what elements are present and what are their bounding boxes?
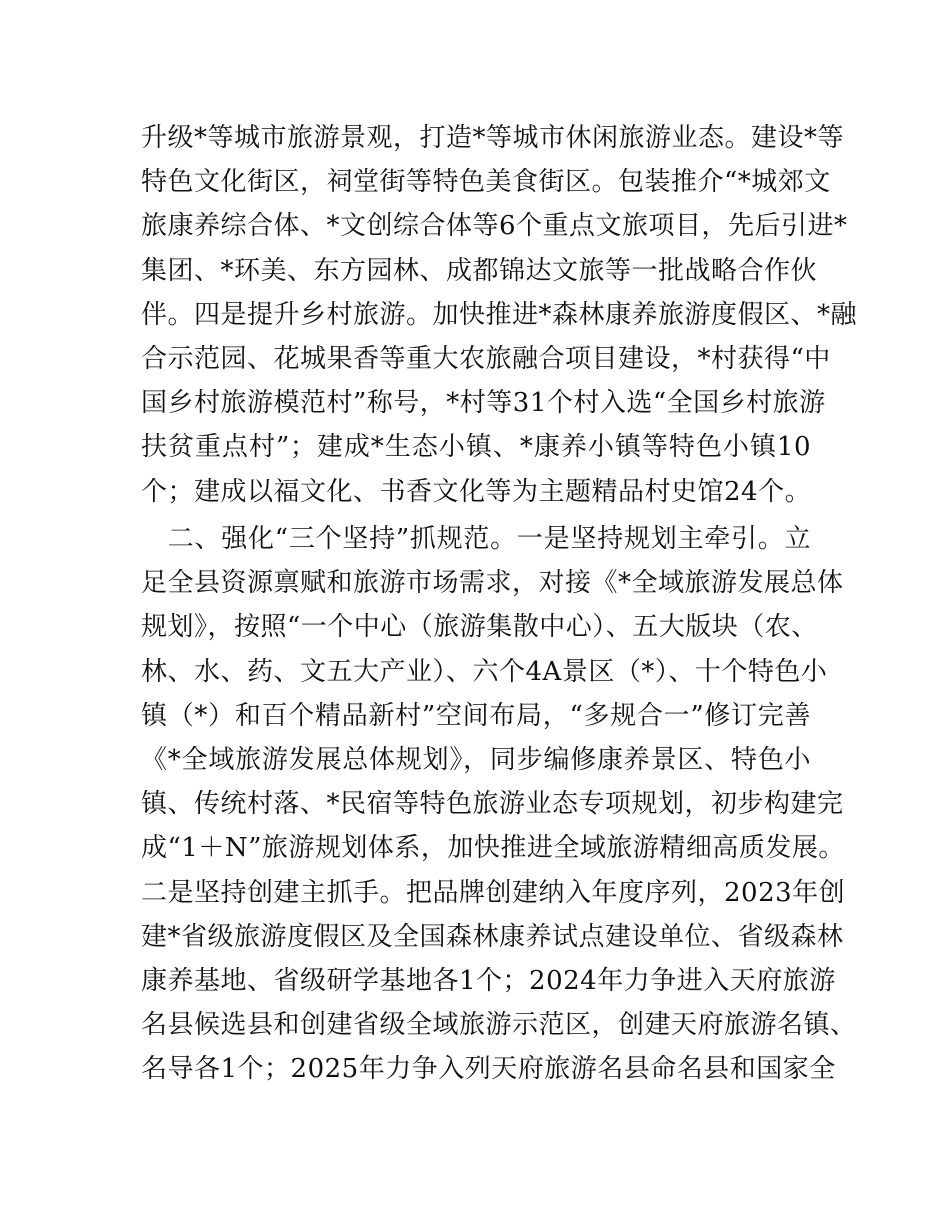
text-line: 二是坚持创建主抓手。把品牌创建纳入年度序列，2023年创: [141, 877, 846, 908]
paragraph-three-persistences: [141, 517, 857, 1091]
text-line: 合示范园、花城果香等重大农旅融合项目建设，*村获得“中: [141, 343, 831, 374]
text-line: 镇（*）和百个精品新村”空间布局，“多规合一”修订完善: [141, 700, 811, 731]
text-line: 伴。四是提升乡村旅游。加快推进*森林康养旅游度假区、*融: [141, 299, 858, 330]
text-line: 康养基地、省级研学基地各1个；2024年力争进入天府旅游: [141, 965, 836, 996]
text-line: 国乡村旅游模范村”称号，*村等31个村入选“全国乡村旅游: [141, 388, 826, 419]
text-line: 二、强化“三个坚持”抓规范。一是坚持规划主牵引。立: [141, 524, 811, 554]
text-line: 个；建成以福文化、书香文化等为主题精品村史馆24个。: [141, 476, 812, 507]
paragraph-rural-tourism: [141, 116, 858, 514]
text-line: 规划》，按照“一个中心（旅游集散中心）、五大版块（农、: [141, 612, 818, 643]
text-line: 旅康养综合体、*文创综合体等6个重点文旅项目，先后引进*: [141, 211, 848, 242]
text-line: 名导各1个；2025年力争入列天府旅游名县命名县和国家全: [141, 1054, 836, 1085]
text-line: 林、水、药、文五大产业）、六个4A景区（*）、十个特色小: [141, 656, 828, 687]
text-line: 集团、*环美、东方园林、成都锦达文旅等一批战略合作伙: [141, 255, 818, 286]
text-line: 镇、传统村落、*民宿等特色旅游业态专项规划，初步构建完: [141, 789, 844, 820]
text-line: 《*全域旅游发展总体规划》，同步编修康养景区、特色小: [141, 744, 811, 775]
text-line: 特色文化街区，祠堂街等特色美食街区。包装推介“*城郊文: [141, 167, 831, 198]
text-line: 扶贫重点村”；建成*生态小镇、*康养小镇等特色小镇10: [141, 432, 811, 463]
text-line: 升级*等城市旅游景观，打造*等城市休闲旅游业态。建设*等: [141, 123, 845, 153]
text-line: 建*省级旅游度假区及全国森林康养试点建设单位、省级森林: [141, 921, 844, 952]
text-line: 名县候选县和创建省级全域旅游示范区，创建天府旅游名镇、: [141, 1010, 857, 1041]
text-line: 足全县资源禀赋和旅游市场需求，对接《*全域旅游发展总体: [141, 568, 844, 599]
text-line: 成“1＋N”旅游规划体系，加快推进全域旅游精细高质发展。: [141, 833, 845, 864]
